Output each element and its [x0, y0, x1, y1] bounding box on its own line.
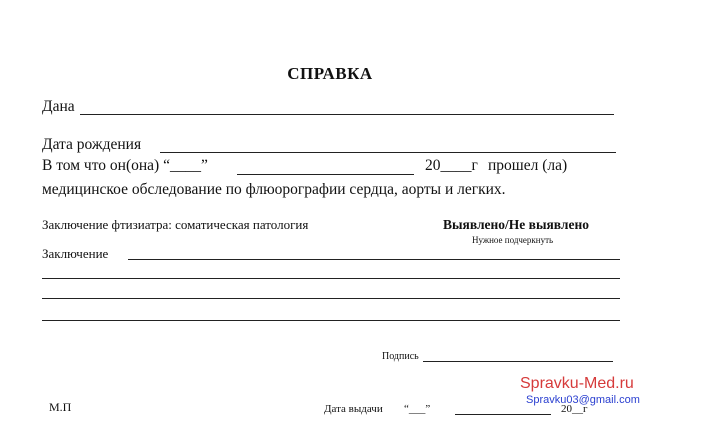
conclusion-line-4 — [42, 320, 620, 321]
statement-part2: прошел (ла) — [488, 157, 568, 174]
birth-date-label: Дата рождения — [42, 136, 142, 153]
detected-options: Выявлено/Не выявлено — [443, 217, 590, 232]
statement-year: 20____г — [425, 157, 478, 174]
signature-label: Подпись — [382, 351, 419, 362]
document-title: СПРАВКА — [287, 64, 373, 83]
given-to-underline — [80, 114, 614, 115]
watermark-site: Spravku-Med.ru — [520, 375, 634, 392]
underline-hint: Нужное подчеркнуть — [472, 235, 554, 245]
stamp-place-label: М.П — [49, 400, 72, 414]
issue-date-underline — [455, 414, 551, 415]
given-to-label: Дана — [42, 98, 75, 115]
conclusion-label: Заключение — [42, 246, 109, 261]
issue-date-quote: “___” — [404, 403, 431, 415]
statement-part1: В том что он(она) “____” — [42, 157, 208, 174]
conclusion-line-1 — [128, 259, 620, 260]
watermark-email: Spravku03@gmail.com — [526, 394, 640, 406]
signature-underline — [423, 361, 613, 362]
issue-date-label: Дата выдачи — [324, 403, 383, 415]
birth-date-underline — [160, 152, 616, 153]
statement-line2: медицинское обследование по флюорографии сердца, аорты и легких. — [42, 181, 506, 198]
issue-year: 20__г — [561, 403, 588, 415]
conclusion-line-2 — [42, 278, 620, 279]
phthisiatrician-conclusion-label: Заключение фтизиатра: соматическая патология — [42, 217, 309, 232]
conclusion-line-3 — [42, 298, 620, 299]
statement-date-underline — [237, 174, 414, 175]
